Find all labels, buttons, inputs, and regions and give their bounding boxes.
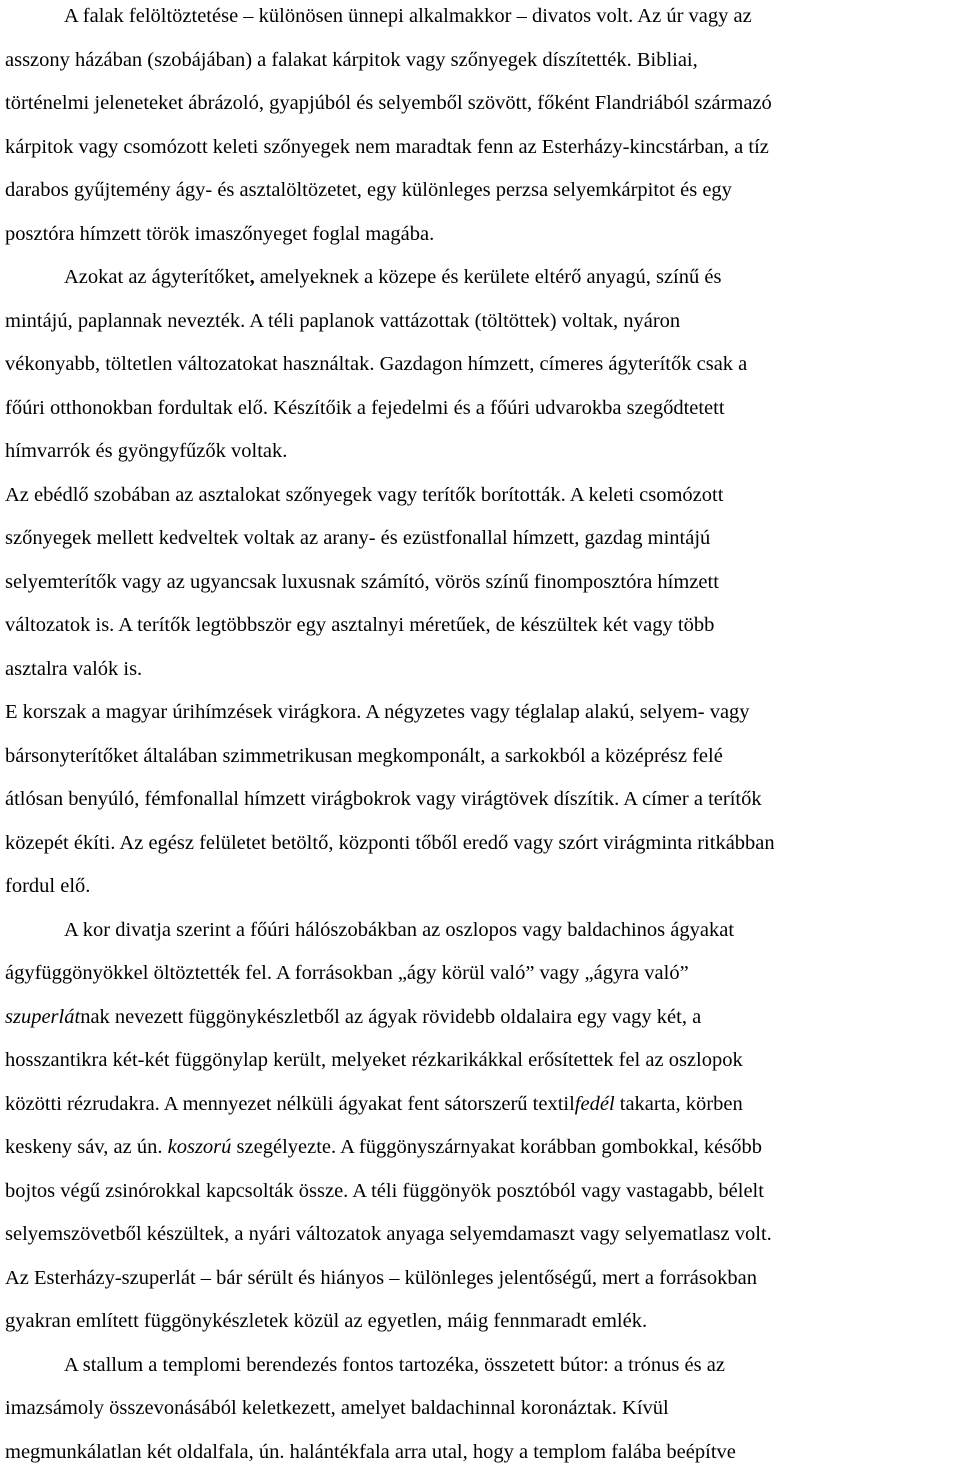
text-run: hímvarrók és gyöngyfűzők voltak. [5, 440, 287, 462]
text-run: átlósan benyúló, fémfonallal hímzett virágbokrok vagy virágtövek díszítik. A címer a terítők [5, 788, 762, 810]
text-line [5, 1170, 960, 1214]
text-run: keskeny sáv, az ún. [5, 1136, 168, 1158]
text-line [5, 1387, 960, 1431]
text-line [5, 256, 960, 300]
text-line [5, 1213, 960, 1257]
paragraph-p4 [5, 691, 960, 909]
text-line [5, 1431, 960, 1474]
text-line [5, 213, 960, 257]
paragraph-p2 [5, 256, 960, 474]
text-run: megmunkálatlan két oldalfala, ún. halántékfala arra utal, hogy a templom falába beépítve [5, 1441, 736, 1463]
text-line [5, 82, 960, 126]
text-line [5, 735, 960, 779]
text-run: bojtos végű zsinórokkal kapcsolták össze. A téli függönyök posztóból vagy vastagabb, bélelt [5, 1180, 764, 1202]
paragraph-p6 [5, 1344, 960, 1474]
bold-text-run: , [250, 266, 255, 288]
text-run: posztóra hímzett török imaszőnyeget foglal magába. [5, 223, 434, 245]
text-run: darabos gyűjtemény ágy- és asztalöltözetet, egy különleges perzsa selyemkárpitot és egy [5, 179, 732, 201]
text-line [5, 648, 960, 692]
text-run: Az Esterházy-szuperlát – bár sérült és hiányos – különleges jelentőségű, mert a forrásokban [5, 1267, 757, 1289]
text-line [5, 822, 960, 866]
text-run: asztalra valók is. [5, 658, 142, 680]
text-line [5, 387, 960, 431]
paragraph-p1 [5, 0, 960, 256]
text-run: E korszak a magyar úrihímzések virágkora. A négyzetes vagy téglalap alakú, selyem- vagy [5, 701, 750, 723]
italic-text-run: fedél [575, 1093, 615, 1115]
text-run: asszony házában (szobájában) a falakat kárpitok vagy szőnyegek díszítették. Bibliai, [5, 49, 698, 71]
text-run: selyemszövetből készültek, a nyári változatok anyaga selyemdamaszt vagy selyematlasz volt. [5, 1223, 772, 1245]
text-run: vékonyabb, töltetlen változatokat használtak. Gazdagon hímzett, címeres ágyterítők csak a [5, 353, 747, 375]
text-run: szegélyezte. A függönyszárnyakat korábban gombokkal, később [231, 1136, 762, 1158]
text-line [5, 691, 960, 735]
text-line [5, 39, 960, 83]
text-line [5, 300, 960, 344]
text-line [5, 865, 960, 909]
text-run: takarta, körben [615, 1093, 743, 1115]
text-line [5, 561, 960, 605]
text-line [5, 1257, 960, 1301]
italic-text-run: szuperlát [5, 1006, 80, 1028]
text-line [5, 1039, 960, 1083]
italic-text-run: koszorú [168, 1136, 232, 1158]
text-run: kárpitok vagy csomózott keleti szőnyegek nem maradtak fenn az Esterházy-kincstárban, a tíz [5, 136, 769, 158]
text-run: amelyeknek a közepe és kerülete eltérő anyagú, színű és [255, 266, 722, 288]
text-line [5, 778, 960, 822]
text-line [5, 996, 960, 1040]
text-line [5, 1126, 960, 1170]
text-run: közötti rézrudakra. A mennyezet nélküli ágyakat fent sátorszerű textil [5, 1093, 575, 1115]
text-run: A falak felöltöztetése – különösen ünnepi alkalmakkor – divatos volt. Az úr vagy az [64, 5, 752, 27]
text-line [5, 517, 960, 561]
text-line [5, 126, 960, 170]
text-line [5, 430, 960, 474]
text-line [5, 1344, 960, 1388]
text-run: közepét ékíti. Az egész felületet betöltő, központi tőből eredő vagy szórt virágminta ritkábban [5, 832, 775, 854]
text-line [5, 343, 960, 387]
text-run: A stallum a templomi berendezés fontos tartozéka, összetett bútor: a trónus és az [64, 1354, 725, 1376]
text-run: Az ebédlő szobában az asztalokat szőnyegek vagy terítők borították. A keleti csomózott [5, 484, 723, 506]
text-line [5, 952, 960, 996]
text-run: változatok is. A terítők legtöbbször egy asztalnyi méretűek, de készültek két vagy több [5, 614, 714, 636]
text-run: fordul elő. [5, 875, 90, 897]
text-run: imazsámoly összevonásából keletkezett, amelyet baldachinnal koronáztak. Kívül [5, 1397, 669, 1419]
text-run: hosszantikra két-két függönylap került, melyeket rézkarikákkal erősítettek fel az oszlopok [5, 1049, 743, 1071]
text-run: gyakran említett függönykészletek közül az egyetlen, máig fennmaradt emlék. [5, 1310, 647, 1332]
text-line [5, 169, 960, 213]
text-run: ágyfüggönyökkel öltöztették fel. A forrásokban „ágy körül való” vagy „ágyra való” [5, 962, 689, 984]
text-run: főúri otthonokban fordultak elő. Készítőik a fejedelmi és a főúri udvarokba szegődtetett [5, 397, 725, 419]
text-run: selyemterítők vagy az ugyancsak luxusnak számító, vörös színű finomposztóra hímzett [5, 571, 719, 593]
text-line [5, 909, 960, 953]
document-page [5, 0, 960, 1474]
text-run: történelmi jeleneteket ábrázoló, gyapjúból és selyemből szövött, főként Flandriából származó [5, 92, 772, 114]
paragraph-p3 [5, 474, 960, 692]
text-run: nak nevezett függönykészletből az ágyak rövidebb oldalaira egy vagy két, a [80, 1006, 701, 1028]
text-run: Azokat az ágyterítőket [64, 266, 250, 288]
paragraph-p5 [5, 909, 960, 1344]
text-line [5, 0, 960, 39]
text-run: szőnyegek mellett kedveltek voltak az arany- és ezüstfonallal hímzett, gazdag mintájú [5, 527, 710, 549]
text-line [5, 1300, 960, 1344]
text-line [5, 474, 960, 518]
text-run: A kor divatja szerint a főúri hálószobákban az oszlopos vagy baldachinos ágyakat [64, 919, 734, 941]
text-line [5, 604, 960, 648]
text-run: mintájú, paplannak nevezték. A téli paplanok vattázottak (töltöttek) voltak, nyáron [5, 310, 680, 332]
text-line [5, 1083, 960, 1127]
text-run: bársonyterítőket általában szimmetrikusan megkomponált, a sarkokból a középrész felé [5, 745, 723, 767]
